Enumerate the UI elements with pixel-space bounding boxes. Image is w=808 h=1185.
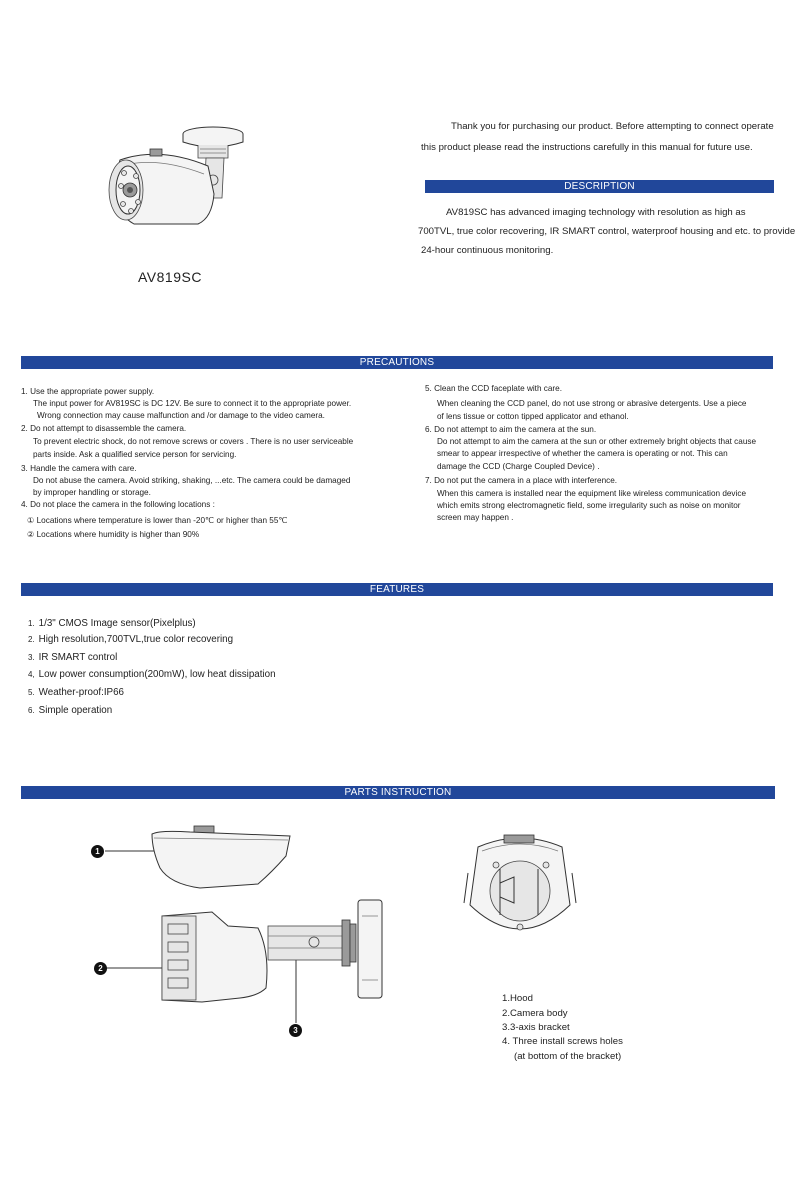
feature-text: Weather-proof:IP66 [38,687,124,698]
precautions-heading: PRECAUTIONS [21,356,773,369]
precaution-item-1-line-2: Wrong connection may cause malfunction and /or damage to the video camera. [37,411,325,420]
feature-text: Simple operation [38,705,113,716]
feature-text: IR SMART control [38,652,118,663]
product-illustration [100,118,250,233]
precaution-item-2-line-1: To prevent electric shock, do not remove screws or covers . There is no user serviceable [33,437,354,446]
callout-3: 3 [289,1024,302,1037]
precaution-item-5-line-2: of lens tissue or cotton tipped applicator and ethanol. [437,412,629,421]
callout-1: 1 [91,845,104,858]
precaution-item-5-line-1: When cleaning the CCD panel, do not use strong or abrasive detergents. Use a piece [437,399,747,408]
description-heading: DESCRIPTION [425,180,774,193]
parts-heading: PARTS INSTRUCTION [21,786,775,799]
precaution-item-2-line-2: parts inside. Ask a qualified service person for servicing. [33,450,237,459]
part-label-2: 2.Camera body [502,1008,568,1019]
feature-item-3 [28,652,117,663]
precaution-item-4-sub-1: ① Locations where temperature is lower than -20℃ or higher than 55℃ [27,516,288,525]
precaution-item-7-line-2: which emits strong electromagnetic field, some irregularity such as noise on monitor [437,501,741,510]
precaution-item-3-title: 3. Handle the camera with care. [21,464,137,473]
precaution-item-2-title: 2. Do not attempt to disassemble the camera. [21,424,187,433]
feature-item-6 [28,705,112,716]
precaution-item-3-line-2: by improper handling or storage. [33,488,151,497]
description-line-1: AV819SC has advanced imaging technology with resolution as high as [446,207,746,218]
precaution-item-4-sub-2: ② Locations where humidity is higher than 90% [27,530,200,539]
feature-number: 3. [28,653,35,662]
description-line-3: 24-hour continuous monitoring. [421,245,554,256]
feature-number: 1. [28,619,35,628]
feature-item-1 [28,618,196,629]
precaution-item-1-line-1: The input power for AV819SC is DC 12V. Be sure to connect it to the appropriate power. [33,399,352,408]
feature-text: 1/3" CMOS Image sensor(Pixelplus) [38,618,196,629]
intro-line-1: Thank you for purchasing our product. Before attempting to connect operate [451,121,774,132]
bracket-bottom-view [460,825,580,950]
product-model: AV819SC [138,269,202,285]
description-line-2: 700TVL, true color recovering, IR SMART control, waterproof housing and etc. to provide [418,226,796,237]
precaution-item-5-title: 5. Clean the CCD faceplate with care. [425,384,562,393]
precaution-item-3-line-1: Do not abuse the camera. Avoid striking, shaking, ...etc. The camera could be damaged [33,476,351,485]
part-label-3: 3.3-axis bracket [502,1022,570,1033]
part-label-4-note: (at bottom of the bracket) [514,1051,622,1062]
feature-item-5 [28,687,124,698]
precaution-item-7-title: 7. Do not put the camera in a place with interference. [425,476,618,485]
intro-line-2: this product please read the instructions carefully in this manual for future use. [421,142,753,153]
parts-exploded-diagram [90,820,400,1050]
callout-2: 2 [94,962,107,975]
feature-text: Low power consumption(200mW), low heat dissipation [38,669,276,680]
precaution-item-1-title: 1. Use the appropriate power supply. [21,387,155,396]
precaution-item-6-line-2: smear to appear irrespective of whether the camera is operating or not. This can [437,449,728,458]
precaution-item-7-line-1: When this camera is installed near the equipment like wireless communication device [437,489,746,498]
feature-number: 2. [28,635,35,644]
precaution-item-6-line-3: damage the CCD (Charge Coupled Device) . [437,462,600,471]
precaution-item-4-title: 4. Do not place the camera in the following locations : [21,500,215,509]
feature-item-2 [28,634,233,645]
part-label-4: 4. Three install screws holes [502,1036,623,1047]
precaution-item-7-line-3: screen may happen . [437,513,514,522]
feature-item-4 [28,669,276,680]
precaution-item-6-title: 6. Do not attempt to aim the camera at the sun. [425,425,597,434]
feature-number: 4, [28,670,35,679]
feature-number: 5. [28,688,35,697]
part-label-1: 1.Hood [502,993,533,1004]
feature-number: 6. [28,706,35,715]
precaution-item-6-line-1: Do not attempt to aim the camera at the sun or other extremely bright objects that cause [437,437,757,446]
feature-text: High resolution,700TVL,true color recovering [38,634,234,645]
features-heading: FEATURES [21,583,773,596]
